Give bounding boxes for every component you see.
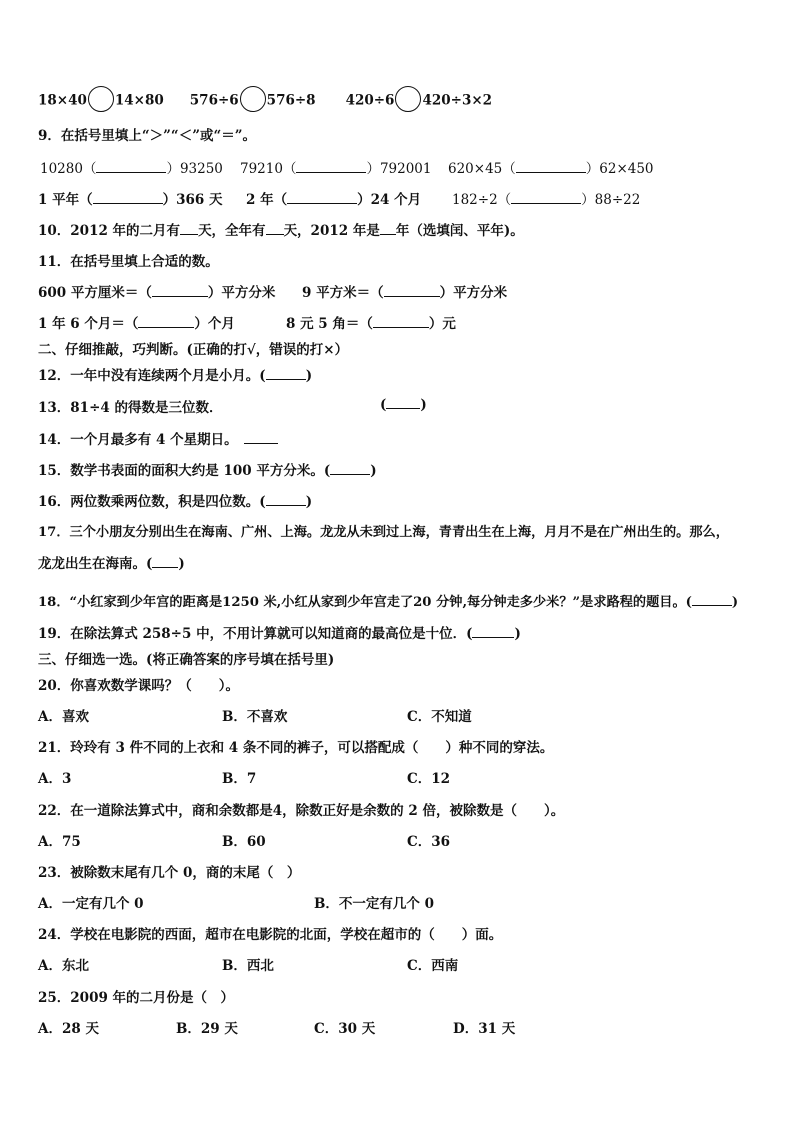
option[interactable]: A．28 天 [38, 1021, 99, 1037]
answer-blank[interactable] [386, 396, 420, 409]
answer-blank[interactable] [180, 222, 198, 235]
q25: 25．2009 年的二月份是（ ） [38, 990, 235, 1006]
q24: 24．学校在电影院的西面，超市在电影院的北面，学校在超市的（ ）面。 [38, 927, 503, 943]
compare-right: 576÷8 [266, 92, 316, 109]
compare-circle[interactable] [395, 86, 421, 112]
option[interactable]: B．西北 [222, 958, 274, 974]
answer-blank[interactable] [266, 367, 306, 380]
q9-row1-item: 10280（ ）93250 [40, 161, 223, 177]
answer-blank[interactable] [296, 160, 366, 173]
q17-line2: 龙龙出生在海南。( ) [38, 556, 185, 572]
compare-right: 14×80 [114, 92, 164, 109]
q9-row2-item: 2 年（ ）24 个月 [246, 192, 422, 208]
answer-blank[interactable] [287, 191, 357, 204]
q21: 21．玲玲有 3 件不同的上衣和 4 条不同的裤子，可以搭配成（ ）种不同的穿法。 [38, 740, 554, 756]
q15: 15．数学书表面的面积大约是 100 平方分米。( ) [38, 463, 377, 479]
option[interactable]: A．3 [38, 771, 72, 787]
answer-blank[interactable] [692, 593, 732, 606]
answer-blank[interactable] [266, 493, 306, 506]
option[interactable]: B．不喜欢 [222, 709, 288, 725]
q9-row1-item: 79210（ ）792001 [240, 161, 432, 177]
option[interactable]: B．60 [222, 834, 266, 850]
answer-blank[interactable] [93, 191, 163, 204]
option[interactable]: A．喜欢 [38, 709, 89, 725]
compare-row [38, 88, 492, 114]
compare-left: 18×40 [38, 92, 87, 109]
q20: 20．你喜欢数学课吗？（ ）。 [38, 678, 240, 694]
option[interactable]: C．36 [407, 834, 451, 850]
section-heading: 二、仔细推敲，巧判断。(正确的打√，错误的打×） [38, 342, 349, 358]
q16: 16．两位数乘两位数，积是四位数。( ) [38, 494, 313, 510]
answer-blank[interactable] [138, 315, 194, 328]
answer-blank[interactable] [152, 555, 178, 568]
option[interactable]: D．31 天 [453, 1021, 516, 1037]
q22: 22．在一道除法算式中，商和余数都是4，除数正好是余数的 2 倍，被除数是（ ）。 [38, 803, 565, 819]
option[interactable]: A．东北 [38, 958, 89, 974]
answer-blank[interactable] [373, 315, 429, 328]
compare-circle[interactable] [240, 86, 266, 112]
compare-circle[interactable] [88, 86, 114, 112]
option[interactable]: C．不知道 [407, 709, 472, 725]
compare-left: 576÷6 [189, 92, 239, 109]
option[interactable]: C．西南 [407, 958, 459, 974]
q11-row1-item: 9 平方米＝（ ）平方分米 [302, 285, 508, 301]
q9-row2-item: 1 平年（ ）366 天 [38, 192, 223, 208]
q9-title: 9．在括号里填上“＞”“＜”或“＝”。 [38, 128, 256, 144]
compare-left: 420÷6 [345, 92, 395, 109]
compare-right: 420÷3×2 [422, 92, 493, 109]
q9-row2-item: 182÷2（ ）88÷22 [452, 192, 641, 208]
option[interactable]: B．29 天 [176, 1021, 238, 1037]
q10: 10．2012 年的二月有 天，全年有 天，2012 年是 年（选填闰、平年)。 [38, 223, 524, 239]
answer-blank[interactable] [384, 284, 440, 297]
q13-answer: ( ) [380, 397, 427, 413]
answer-blank[interactable] [152, 284, 208, 297]
option[interactable]: A．一定有几个 0 [38, 896, 144, 912]
q11-row2-item: 1 年 6 个月＝（ ）个月 [38, 316, 235, 332]
q17-line1: 17．三个小朋友分别出生在海南、广州、上海。龙龙从未到过上海，青青出生在上海，月月不是在广州出生的。那么， [38, 525, 729, 540]
option[interactable]: B．7 [222, 771, 257, 787]
q11-title: 11．在括号里填上合适的数。 [38, 254, 219, 270]
option[interactable]: C．12 [407, 771, 451, 787]
q11-row2-item: 8 元 5 角＝（ ）元 [286, 316, 456, 332]
option[interactable]: A．75 [38, 834, 81, 850]
answer-blank[interactable] [380, 222, 396, 235]
q18: 18．“小红家到少年宫的距离是1250 米,小红从家到少年宫走了20 分钟,每分钟走多少米？”是求路程的题目。( ) [38, 595, 739, 610]
q13: 13．81÷4 的得数是三位数． [38, 400, 223, 416]
q19: 19．在除法算式 258÷5 中，不用计算就可以知道商的最高位是十位．( ) [38, 626, 521, 642]
answer-blank[interactable] [330, 462, 370, 475]
answer-blank[interactable] [244, 431, 278, 444]
answer-blank[interactable] [96, 160, 166, 173]
answer-blank[interactable] [472, 625, 514, 638]
answer-blank[interactable] [516, 160, 586, 173]
option[interactable]: B．不一定有几个 0 [314, 896, 435, 912]
q12: 12．一年中没有连续两个月是小月。( ) [38, 368, 313, 384]
answer-blank[interactable] [511, 191, 581, 204]
q23: 23．被除数末尾有几个 0，商的末尾（ ） [38, 865, 301, 881]
q9-row1-item: 620×45（ ）62×450 [448, 161, 654, 177]
option[interactable]: C．30 天 [314, 1021, 376, 1037]
q14: 14．一个月最多有 4 个星期日。 [38, 428, 278, 448]
section-heading: 三、仔细选一选。(将正确答案的序号填在括号里) [38, 652, 335, 668]
q11-row1-item: 600 平方厘米＝（ ）平方分米 [38, 285, 276, 301]
answer-blank[interactable] [266, 222, 284, 235]
